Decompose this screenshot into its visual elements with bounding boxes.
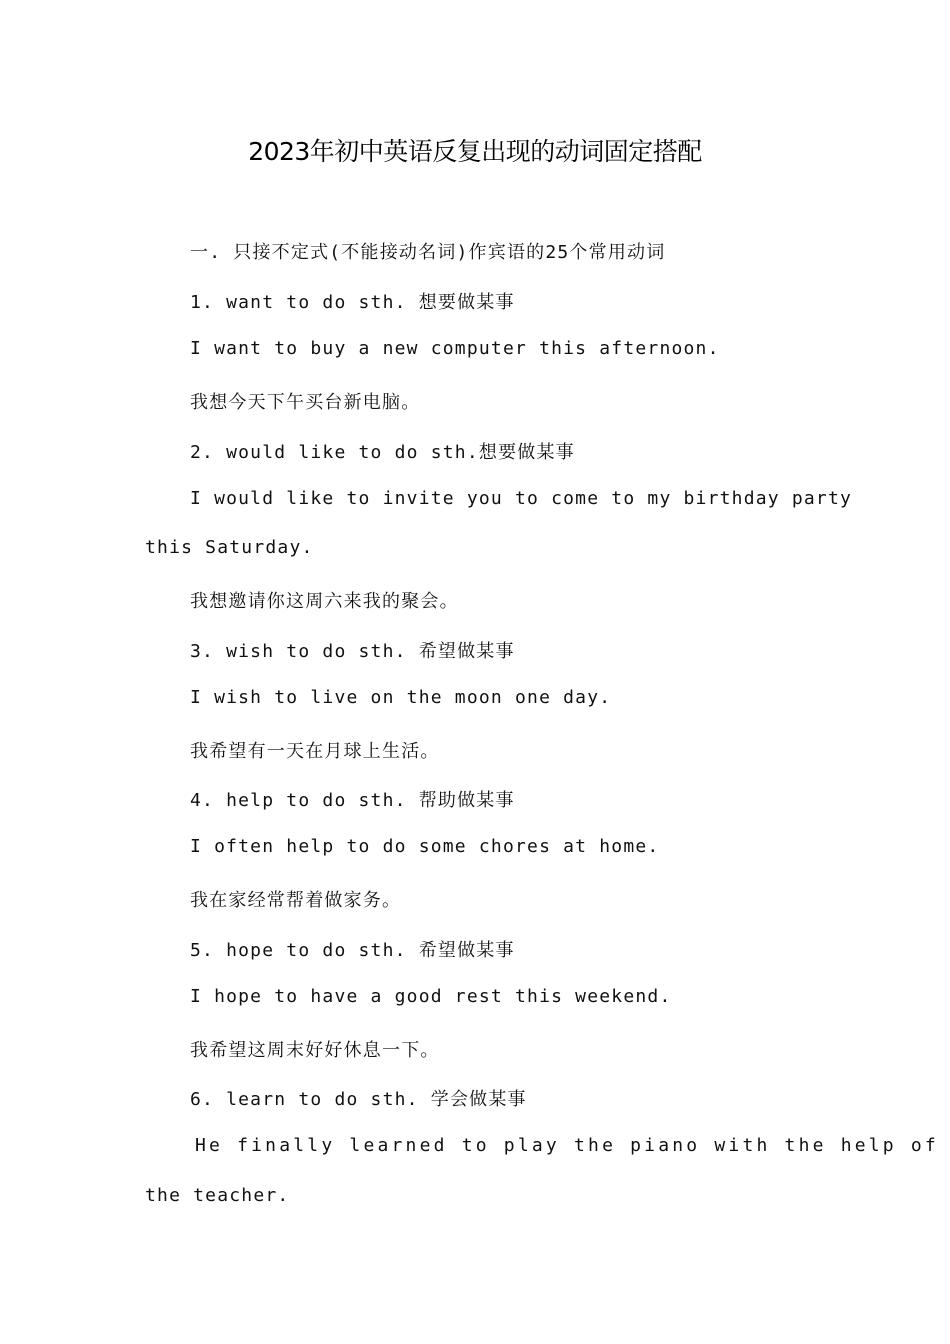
item-2-phrase: 2. would like to do sth.想要做某事 [190,442,575,463]
item-2-example-en-line1: I would like to invite you to come to my birthday party [190,488,853,509]
document-title: 2023年初中英语反复出现的动词固定搭配 [248,137,702,166]
item-1-phrase: 1. want to do sth. 想要做某事 [190,292,515,313]
item-5-example-en: I hope to have a good rest this weekend. [190,986,672,1007]
item-6-example-en-line2: the teacher. [145,1185,290,1206]
item-3-example-en: I wish to live on the moon one day. [190,687,612,708]
section-heading: 一. 只接不定式(不能接动名词)作宾语的25个常用动词 [190,242,666,263]
item-5-example-cn: 我希望这周末好好休息一下。 [190,1040,440,1061]
item-4-phrase: 4. help to do sth. 帮助做某事 [190,790,515,811]
item-2-example-en-line2: this Saturday. [145,537,314,558]
item-3-example-cn: 我希望有一天在月球上生活。 [190,741,440,762]
item-5-phrase: 5. hope to do sth. 希望做某事 [190,940,515,961]
item-4-example-cn: 我在家经常帮着做家务。 [190,890,402,911]
item-6-phrase: 6. learn to do sth. 学会做某事 [190,1089,527,1110]
item-3-phrase: 3. wish to do sth. 希望做某事 [190,641,515,662]
item-4-example-en: I often help to do some chores at home. [190,836,660,857]
item-1-example-cn: 我想今天下午买台新电脑。 [190,392,421,413]
item-6-example-en-line1: He finally learned to play the piano with the help of [195,1135,939,1156]
item-1-example-en: I want to buy a new computer this afternoon. [190,338,720,359]
item-2-example-cn: 我想邀请你这周六来我的聚会。 [190,591,459,612]
